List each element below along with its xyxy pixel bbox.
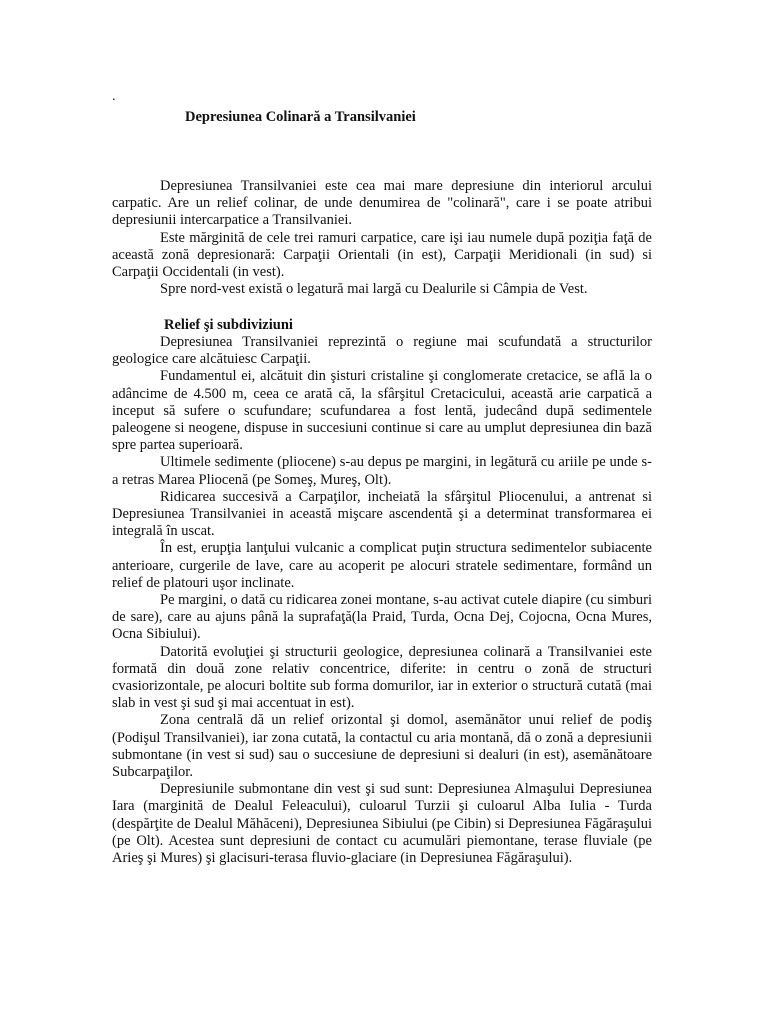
paragraph: Este mărginită de cele trei ramuri carpatice, care işi iau numele după poziţia faţă de această zonă depresionară: Carpaţii Orientali (in est), Carpaţii Meridionali (in sud) si Carpaţii Occidentali (in vest). bbox=[112, 229, 652, 281]
paragraph: Ultimele sedimente (pliocene) s-au depus pe margini, in legătură cu ariile pe unde s-a retras Marea Pliocenă (pe Someş, Mureş, Olt). bbox=[112, 454, 652, 488]
paragraph: Depresiunile submontane din vest şi sud sunt: Depresiunea Almaşului Depresiunea Iara (marginită de Dealul Feleacului), culoarul Turzii şi culoarul Alba Iulia - Turda (despărţite de Dealul Măhăceni), Depresiunea Sibiului (pe Cibin) si Depresiunea Făgăraşului (pe Olt). Acestea sunt depresiuni de contact cu acumulări piemontane, terase fluviale (pe Arieş şi Mures) şi glacisuri-terasa fluvio-glaciare (in Depresiunea Făgăraşului). bbox=[112, 781, 652, 867]
page-title: Depresiunea Colinară a Transilvaniei bbox=[185, 109, 416, 125]
paragraph: Zona centrală dă un relief orizontal şi domol, asemănător unui relief de podiş (Podişul Transilvaniei), iar zona cutată, la contactul cu aria montană, dă o zonă a depresiunii submontane (in vest si sud) sau o succesiune de depresiuni si dealuri (in est), asemănătoare Subcarpaţilor. bbox=[112, 712, 652, 781]
section-heading: Relief şi subdiviziuni bbox=[164, 317, 293, 333]
paragraph: Ridicarea succesivă a Carpaţilor, incheiată la sfârşitul Pliocenului, a antrenat si Depresiunea Transilvaniei in această mişcare ascendentă şi a determinat transformarea ei integrală în uscat. bbox=[112, 488, 652, 540]
paragraph: Depresiunea Transilvaniei este cea mai mare depresiune din interiorul arcului carpatic. Are un relief colinar, de unde denumirea de "colinară", care i se poate atribui depresiunii intercarpatice a Transilvaniei. bbox=[112, 178, 652, 229]
page-marker: . bbox=[112, 89, 116, 104]
paragraph: Pe margini, o dată cu ridicarea zonei montane, s-au activat cutele diapire (cu simburi de sare), care au ajuns până la suprafaţă(la Praid, Turda, Ocna Dej, Cojocna, Ocna Mures, Ocna Sibiului). bbox=[112, 592, 652, 643]
paragraph: Datorită evoluţiei şi structurii geologice, depresiunea colinară a Transilvaniei este formată din două zone relativ concentrice, diferite: in centru o zonă de structuri cvasiorizontale, pe alocuri boltite sub forma domurilor, iar in exterior o structură cutată (mai slab in vest şi sud şi mai accentuat in est). bbox=[112, 643, 652, 712]
relief-section bbox=[112, 334, 652, 867]
paragraph: Depresiunea Transilvaniei reprezintă o regiune mai scufundată a structurilor geologice care alcătuiesc Carpaţii. bbox=[112, 334, 652, 368]
paragraph: În est, erupţia lanţului vulcanic a complicat puţin structura sedimentelor subiacente anterioare, curgerile de lave, care au acoperit pe alocuri stratele sedimentare, formând un relief de platouri uşor inclinate. bbox=[112, 540, 652, 591]
paragraph: Spre nord-vest există o legatură mai largă cu Dealurile si Câmpia de Vest. bbox=[160, 281, 588, 298]
paragraph: Fundamentul ei, alcătuit din şisturi cristaline şi conglomerate cretacice, se află la o adâncime de 4.500 m, ceea ce arată că, la sfârşitul Cretacicului, această arie carpatică a inceput să sufere o scufundare; scufundarea a fost lentă, judecând după sedimentele paleogene si neogene, dispuse in succesiuni continue si care au umplut depresiunea din bază spre partea superioară. bbox=[112, 368, 652, 454]
intro-section bbox=[112, 178, 652, 298]
